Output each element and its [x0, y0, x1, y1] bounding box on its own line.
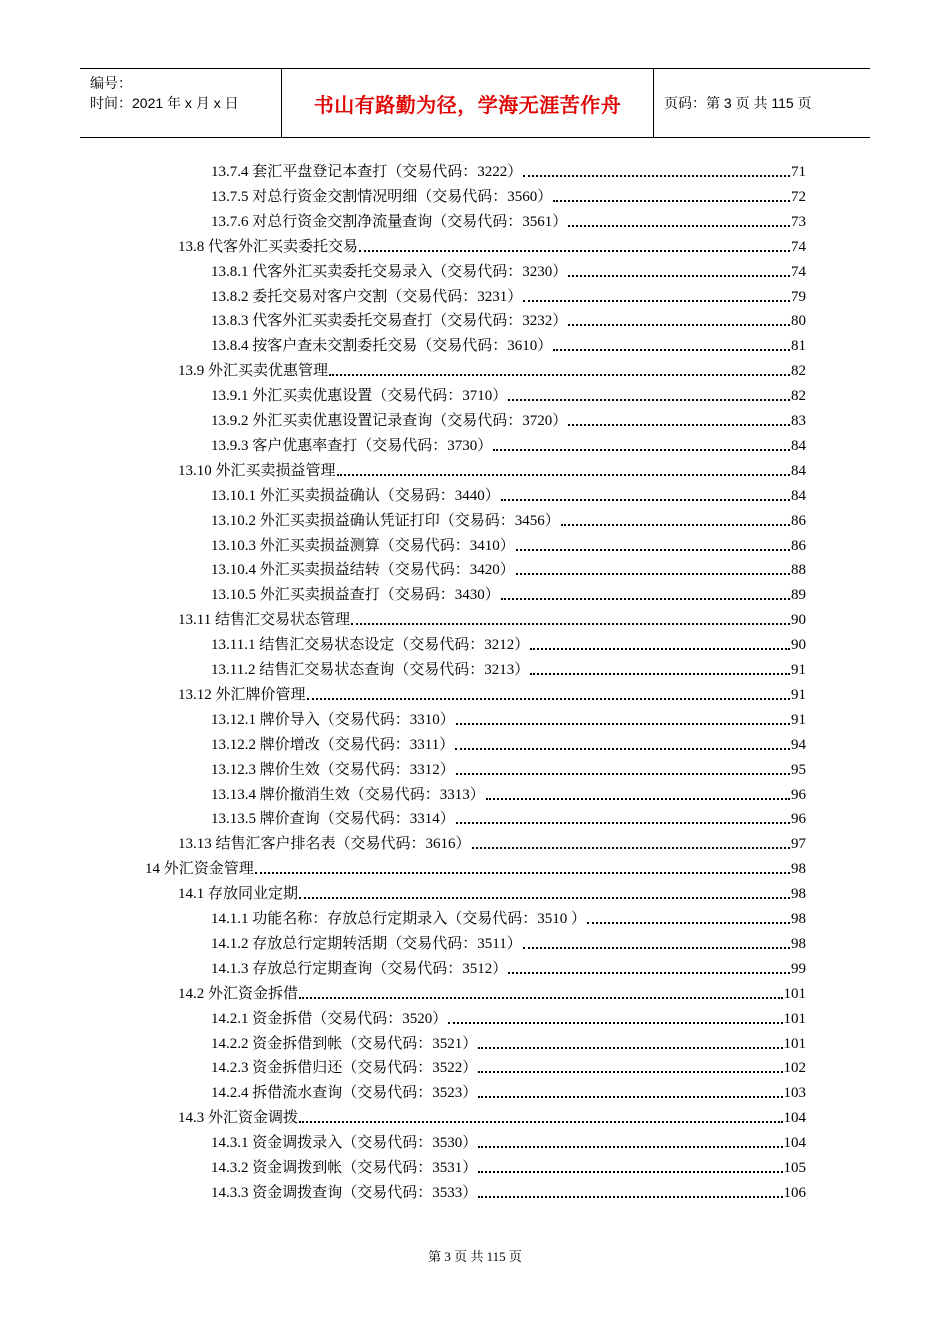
toc-entry-title: 13.11.1 结售汇交易状态设定（交易代码：3212） [211, 637, 530, 654]
toc-entry-title: 13.8.1 代客外汇买卖委托交易录入（交易代码：3230） [211, 263, 568, 280]
toc-entry-page: 101 [783, 1035, 806, 1052]
toc-entry-title: 14.3.3 资金调拨查询（交易代码：3533） [211, 1184, 478, 1201]
toc-entry[interactable] [211, 509, 806, 531]
toc-dot-leader [329, 374, 790, 376]
toc-entry-title: 13.13.5 牌价查询（交易代码：3314） [211, 811, 455, 828]
toc-entry-page: 81 [791, 338, 806, 355]
toc-entry-page: 82 [791, 363, 806, 380]
toc-entry[interactable] [211, 1032, 806, 1054]
header-middle-cell [282, 69, 654, 137]
toc-entry[interactable] [178, 1106, 806, 1128]
toc-entry[interactable] [211, 658, 806, 680]
toc-entry-page: 99 [791, 960, 806, 977]
toc-dot-leader [337, 474, 790, 476]
toc-entry[interactable] [178, 683, 806, 705]
toc-entry[interactable] [211, 558, 806, 580]
toc-entry-title: 14.2 外汇资金拆借 [178, 985, 299, 1002]
toc-entry-title: 13.10.3 外汇买卖损益测算（交易代码：3410） [211, 537, 515, 554]
toc-entry-title: 13.13 结售汇客户排名表（交易代码：3616） [178, 836, 471, 853]
toc-entry-title: 13.8.4 按客户查未交割委托交易（交易代码：3610） [211, 338, 553, 355]
toc-entry-title: 14.1.3 存放总行定期查询（交易代码：3512） [211, 960, 508, 977]
toc-entry-title: 13.11 结售汇交易状态管理 [178, 612, 350, 629]
toc-entry-title: 13.8.3 代客外汇买卖委托交易查打（交易代码：3232） [211, 313, 568, 330]
toc-entry-title: 14.2.2 资金拆借到帐（交易代码：3521） [211, 1035, 478, 1052]
toc-entry[interactable] [211, 484, 806, 506]
toc-entry-page: 90 [791, 637, 806, 654]
toc-entry[interactable] [211, 783, 806, 805]
toc-entry[interactable] [178, 982, 806, 1004]
toc-entry[interactable] [211, 708, 806, 730]
header-left-cell [80, 69, 282, 137]
toc-entry-title: 14 外汇资金管理 [145, 861, 254, 878]
toc-entry[interactable] [178, 359, 806, 381]
toc-dot-leader [351, 623, 790, 625]
toc-entry-title: 13.8 代客外汇买卖委托交易 [178, 238, 359, 255]
toc-entry-page: 86 [791, 537, 806, 554]
toc-entry-page: 97 [791, 836, 806, 853]
toc-entry-page: 89 [791, 587, 806, 604]
toc-entry[interactable] [178, 832, 806, 854]
toc-entry-page: 98 [791, 935, 806, 952]
toc-entry-page: 101 [783, 1010, 806, 1027]
toc-entry-title: 14.3 外汇资金调拨 [178, 1110, 299, 1127]
toc-entry[interactable] [211, 1081, 806, 1103]
toc-entry[interactable] [211, 758, 806, 780]
toc-dot-leader [523, 300, 790, 302]
toc-dot-leader [553, 349, 790, 351]
toc-entry[interactable] [211, 733, 806, 755]
toc-entry-title: 14.3.1 资金调拨录入（交易代码：3530） [211, 1135, 478, 1152]
toc-entry-title: 14.1 存放同业定期 [178, 886, 299, 903]
toc-dot-leader [508, 399, 790, 401]
toc-entry-title: 13.9.2 外汇买卖优惠设置记录查询（交易代码：3720） [211, 413, 568, 429]
toc-dot-leader [299, 997, 782, 999]
toc-entry-title: 13.12.2 牌价增改（交易代码：3311） [211, 736, 455, 753]
toc-entry-title: 13.10.4 外汇买卖损益结转（交易代码：3420） [211, 562, 515, 579]
toc-dot-leader [530, 648, 790, 650]
toc-dot-leader [478, 1047, 782, 1049]
toc-dot-leader [523, 175, 790, 177]
toc-entry-page: 105 [783, 1160, 806, 1176]
toc-entry-page: 98 [791, 886, 806, 903]
number-label: 编号： [90, 75, 132, 91]
toc-entry[interactable] [145, 857, 806, 879]
toc-dot-leader [478, 1171, 782, 1173]
toc-entry-title: 13.10.1 外汇买卖损益确认（交易码：3440） [211, 487, 500, 504]
toc-dot-leader [501, 499, 790, 501]
toc-entry-page: 96 [791, 786, 806, 803]
toc-dot-leader [478, 1096, 782, 1098]
toc-entry[interactable] [178, 235, 806, 257]
toc-entry-title: 13.11.2 结售汇交易状态查询（交易代码：3213） [211, 662, 530, 678]
toc-dot-leader [568, 275, 790, 277]
toc-entry-page: 73 [791, 213, 806, 230]
toc-dot-leader [456, 723, 790, 725]
toc-entry-page: 102 [783, 1060, 806, 1077]
toc-entry-page: 82 [791, 388, 806, 405]
toc-entry[interactable] [211, 285, 806, 307]
toc-entry-page: 71 [791, 164, 806, 180]
toc-entry-page: 94 [791, 736, 806, 753]
toc-entry-title: 13.9 外汇买卖优惠管理 [178, 363, 329, 380]
toc-entry-title: 14.2.1 资金拆借（交易代码：3520） [211, 1010, 448, 1027]
header-right-cell [654, 69, 870, 137]
toc-entry-page: 91 [791, 662, 806, 678]
toc-entry-page: 103 [783, 1085, 806, 1102]
toc-entry[interactable] [211, 957, 806, 979]
toc-entry[interactable] [178, 459, 806, 481]
toc-entry-title: 13.13.4 牌价撤消生效（交易代码：3313） [211, 786, 485, 803]
toc-entry-page: 96 [791, 811, 806, 828]
toc-entry-title: 13.9.1 外汇买卖优惠设置（交易代码：3710） [211, 388, 508, 405]
toc-dot-leader [523, 947, 790, 949]
toc-entry-page: 72 [791, 188, 806, 205]
toc-dot-leader [448, 1022, 782, 1024]
toc-entry-page: 106 [783, 1184, 806, 1201]
toc-entry-title: 14.1.2 存放总行定期转活期（交易代码：3511） [211, 935, 522, 952]
toc-entry-page: 91 [791, 686, 806, 703]
toc-entry[interactable] [211, 1007, 806, 1029]
toc-entry-page: 98 [791, 861, 806, 878]
header-page-info: 页码：第 3 页 共 115 页 [664, 95, 812, 111]
toc-entry[interactable] [211, 210, 806, 232]
toc-entry[interactable] [211, 1181, 806, 1203]
toc-entry[interactable] [211, 434, 806, 456]
toc-dot-leader [568, 324, 790, 326]
toc-entry-title: 14.3.2 资金调拨到帐（交易代码：3531） [211, 1160, 478, 1176]
toc-entry-page: 83 [791, 413, 806, 429]
toc-dot-leader [516, 573, 790, 575]
toc-entry[interactable] [211, 807, 806, 829]
toc-entry-title: 13.10.5 外汇买卖损益查打（交易码：3430） [211, 587, 500, 604]
toc-entry-page: 84 [791, 437, 806, 454]
toc-entry[interactable] [211, 384, 806, 406]
toc-entry[interactable] [211, 1131, 806, 1153]
toc-entry-title: 13.12.3 牌价生效（交易代码：3312） [211, 761, 455, 778]
toc-entry-title: 14.1.1 功能名称：存放总行定期录入（交易代码：3510 ） [211, 911, 587, 927]
toc-dot-leader [307, 698, 790, 700]
toc-entry-page: 80 [791, 313, 806, 330]
toc-entry-title: 13.8.2 委托交易对客户交割（交易代码：3231） [211, 288, 523, 305]
toc-dot-leader [456, 773, 790, 775]
toc-entry-title: 14.2.4 拆借流水查询（交易代码：3523） [211, 1085, 478, 1102]
toc-entry[interactable] [178, 882, 806, 904]
toc-entry-title: 14.2.3 资金拆借归还（交易代码：3522） [211, 1060, 478, 1077]
toc-entry[interactable] [211, 185, 806, 207]
toc-entry-title: 13.7.5 对总行资金交割情况明细（交易代码：3560） [211, 188, 553, 205]
toc-entry-title: 13.7.6 对总行资金交割净流量查询（交易代码：3561） [211, 213, 568, 230]
toc-entry-page: 90 [791, 612, 806, 629]
toc-dot-leader [472, 847, 790, 849]
toc-dot-leader [255, 872, 790, 874]
toc-dot-leader [508, 972, 790, 974]
toc-entry[interactable] [211, 309, 806, 331]
toc-dot-leader [530, 673, 790, 675]
toc-entry[interactable] [211, 907, 806, 929]
toc-dot-leader [299, 1121, 782, 1123]
toc-entry[interactable] [211, 160, 806, 182]
toc-entry[interactable] [211, 334, 806, 356]
toc-entry-title: 13.12 外汇牌价管理 [178, 686, 306, 703]
toc-dot-leader [486, 798, 790, 800]
toc-entry[interactable] [211, 1156, 806, 1178]
toc-dot-leader [587, 922, 790, 924]
toc-entry-page: 84 [791, 462, 806, 479]
toc-entry-page: 84 [791, 487, 806, 504]
toc-entry-page: 101 [783, 985, 806, 1002]
toc-entry[interactable] [211, 260, 806, 282]
page-header [80, 68, 870, 138]
toc-dot-leader [456, 822, 790, 824]
toc-entry-page: 74 [791, 238, 806, 255]
toc-entry[interactable] [211, 1056, 806, 1078]
toc-entry-page: 98 [791, 911, 806, 927]
toc-dot-leader [501, 598, 790, 600]
toc-entry-page: 95 [791, 761, 806, 778]
toc-dot-leader [553, 200, 790, 202]
toc-dot-leader [478, 1146, 782, 1148]
toc-entry-title: 13.9.3 客户优惠率查打（交易代码：3730） [211, 437, 493, 454]
toc-entry[interactable] [211, 932, 806, 954]
page-footer [0, 1246, 950, 1265]
toc-entry-title: 13.10 外汇买卖损益管理 [178, 462, 336, 479]
toc-dot-leader [493, 449, 790, 451]
toc-entry-page: 104 [783, 1110, 806, 1127]
toc-entry[interactable] [211, 633, 806, 655]
toc-entry-page: 88 [791, 562, 806, 579]
toc-entry[interactable] [178, 608, 806, 630]
toc-dot-leader [478, 1071, 782, 1073]
toc-entry-page: 74 [791, 263, 806, 280]
toc-entry-page: 91 [791, 711, 806, 728]
toc-entry[interactable] [211, 409, 806, 431]
toc-dot-leader [568, 424, 790, 426]
time-label: 时间：2021 年 x 月 x 日 [90, 95, 239, 111]
toc-dot-leader [516, 549, 790, 551]
toc-entry-title: 13.7.4 套汇平盘登记本查打（交易代码：3222） [211, 164, 523, 180]
toc-entry-title: 13.10.2 外汇买卖损益确认凭证打印（交易码：3456） [211, 512, 560, 529]
toc-dot-leader [561, 524, 790, 526]
toc-dot-leader [568, 225, 790, 227]
toc-dot-leader [478, 1196, 782, 1198]
header-motto: 书山有路勤为径，学海无涯苦作舟 [313, 92, 622, 117]
toc-dot-leader [359, 250, 790, 252]
toc-entry-page: 86 [791, 512, 806, 529]
toc-entry-page: 104 [783, 1135, 806, 1152]
toc-entry-page: 79 [791, 288, 806, 305]
toc-dot-leader [299, 897, 790, 899]
toc-entry[interactable] [211, 583, 806, 605]
toc-dot-leader [455, 748, 790, 750]
footer-page-number: 第 3 页 共 115 页 [428, 1249, 522, 1264]
toc-entry[interactable] [211, 534, 806, 556]
toc-entry-title: 13.12.1 牌价导入（交易代码：3310） [211, 711, 455, 728]
